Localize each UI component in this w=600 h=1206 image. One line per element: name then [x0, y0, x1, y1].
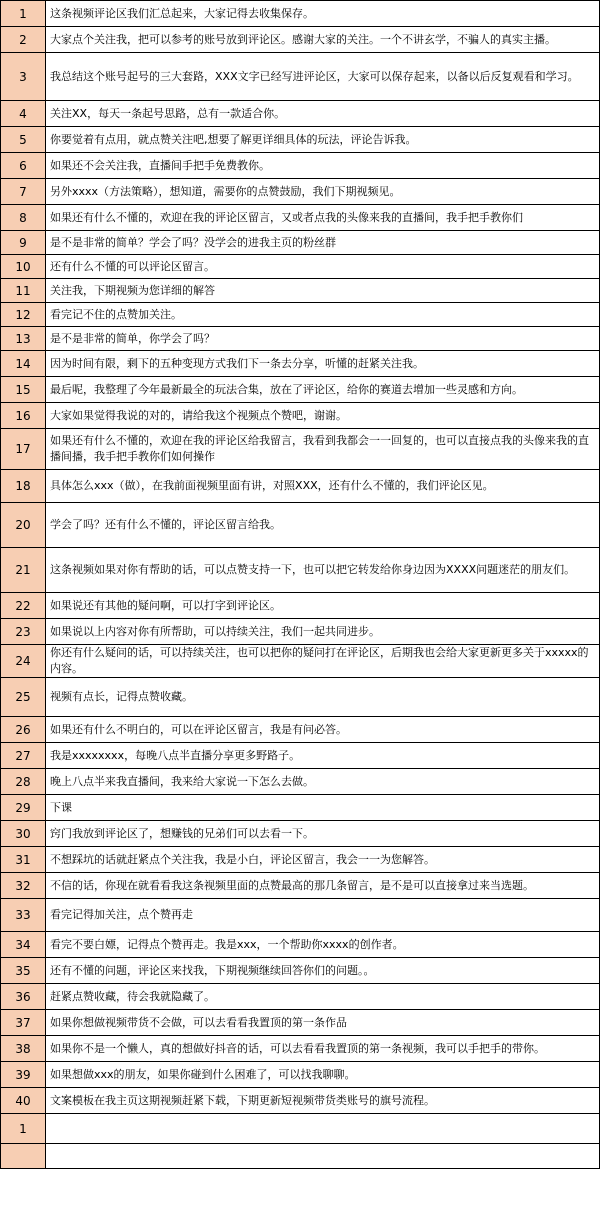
- script-text-cell[interactable]: 不想踩坑的话就赶紧点个关注我，我是小白，评论区留言，我会一一为您解答。: [46, 847, 600, 873]
- table-row: [1, 769, 600, 795]
- table-row: [1, 619, 600, 645]
- script-text-cell[interactable]: 看完不要白嫖，记得点个赞再走。我是xxx，一个帮助你xxxx的创作者。: [46, 932, 600, 958]
- script-text-cell[interactable]: 如果还有什么不懂的，欢迎在我的评论区给我留言，我看到我都会一一回复的，也可以直接点我的头像来我的直播间播，我手把手教你们如何操作: [46, 429, 600, 470]
- row-number[interactable]: 6: [1, 153, 46, 179]
- script-text-cell[interactable]: [46, 1144, 600, 1169]
- table-row: [1, 1062, 600, 1088]
- script-text-cell[interactable]: 下课: [46, 795, 600, 821]
- table-row: [1, 795, 600, 821]
- row-number[interactable]: 20: [1, 503, 46, 548]
- row-number[interactable]: 26: [1, 717, 46, 743]
- row-number[interactable]: 25: [1, 678, 46, 717]
- table-row: [1, 205, 600, 231]
- table-row: [1, 958, 600, 984]
- script-text-cell[interactable]: 因为时间有限，剩下的五种变现方式我们下一条去分享，听懂的赶紧关注我。: [46, 351, 600, 377]
- table-row: [1, 645, 600, 678]
- row-number[interactable]: 1: [1, 1, 46, 27]
- table-row: [1, 403, 600, 429]
- table-row: [1, 899, 600, 932]
- row-number[interactable]: 27: [1, 743, 46, 769]
- script-text-cell[interactable]: 还有什么不懂的可以评论区留言。: [46, 255, 600, 279]
- row-number[interactable]: 29: [1, 795, 46, 821]
- script-text-cell[interactable]: 如果说还有其他的疑问啊，可以打字到评论区。: [46, 593, 600, 619]
- row-number[interactable]: 39: [1, 1062, 46, 1088]
- table-row: [1, 303, 600, 327]
- table-row: [1, 503, 600, 548]
- script-text-cell[interactable]: 还有不懂的问题，评论区来找我，下期视频继续回答你们的问题。。: [46, 958, 600, 984]
- row-number[interactable]: 15: [1, 377, 46, 403]
- table-row: [1, 984, 600, 1010]
- row-number[interactable]: 31: [1, 847, 46, 873]
- script-text-cell[interactable]: 如果还有什么不懂的，欢迎在我的评论区留言，又或者点我的头像来我的直播间，我手把手教你们: [46, 205, 600, 231]
- table-row: [1, 717, 600, 743]
- script-text-cell[interactable]: 你要觉着有点用，就点赞关注吧,想要了解更详细具体的玩法，评论告诉我。: [46, 127, 600, 153]
- row-number[interactable]: 8: [1, 205, 46, 231]
- script-text-cell[interactable]: 晚上八点半来我直播间，我来给大家说一下怎么去做。: [46, 769, 600, 795]
- script-text-cell[interactable]: 大家点个关注我，把可以参考的账号放到评论区。感谢大家的关注。一个不讲玄学，不骗人的真实主播。: [46, 27, 600, 53]
- table-row: [1, 1114, 600, 1144]
- table-row: [1, 743, 600, 769]
- table-row: [1, 593, 600, 619]
- table-row: [1, 127, 600, 153]
- row-number[interactable]: 21: [1, 548, 46, 593]
- table-row: [1, 231, 600, 255]
- row-number[interactable]: 34: [1, 932, 46, 958]
- row-number[interactable]: 33: [1, 899, 46, 932]
- table-row: [1, 429, 600, 470]
- table-row: [1, 179, 600, 205]
- row-number[interactable]: 23: [1, 619, 46, 645]
- script-text-cell[interactable]: 具体怎么xxx（做），在我前面视频里面有讲，对照XXX，还有什么不懂的，我们评论区见。: [46, 470, 600, 503]
- script-text-cell[interactable]: 窍门我放到评论区了，想赚钱的兄弟们可以去看一下。: [46, 821, 600, 847]
- row-number[interactable]: 35: [1, 958, 46, 984]
- row-number[interactable]: 17: [1, 429, 46, 470]
- row-number[interactable]: 13: [1, 327, 46, 351]
- row-number[interactable]: 37: [1, 1010, 46, 1036]
- script-text-cell[interactable]: 如果你不是一个懒人，真的想做好抖音的话，可以去看看我置顶的第一条视频，我可以手把手的带你。: [46, 1036, 600, 1062]
- script-text-cell[interactable]: 我总结这个账号起号的三大套路，XXX文字已经写进评论区，大家可以保存起来，以备以后反复观看和学习。: [46, 53, 600, 101]
- script-text-cell[interactable]: 另外xxxx（方法策略），想知道，需要你的点赞鼓励，我们下期视频见。: [46, 179, 600, 205]
- row-number[interactable]: 1: [1, 1114, 46, 1144]
- row-number[interactable]: 10: [1, 255, 46, 279]
- script-text-cell[interactable]: 关注我，下期视频为您详细的解答: [46, 279, 600, 303]
- script-text-cell[interactable]: 你还有什么疑问的话，可以持续关注，也可以把你的疑问打在评论区，后期我也会给大家更新更多关于xxxxx的内容。: [46, 645, 600, 678]
- script-text-cell[interactable]: 这条视频如果对你有帮助的话，可以点赞支持一下，也可以把它转发给你身边因为XXXX问题迷茫的朋友们。: [46, 548, 600, 593]
- script-text-cell[interactable]: 视频有点长，记得点赞收藏。: [46, 678, 600, 717]
- table-row: [1, 153, 600, 179]
- table-row: [1, 1088, 600, 1114]
- table-row: [1, 932, 600, 958]
- table-row: [1, 821, 600, 847]
- script-text-cell[interactable]: 最后呢，我整理了今年最新最全的玩法合集，放在了评论区，给你的赛道去增加一些灵感和方向。: [46, 377, 600, 403]
- row-number[interactable]: 12: [1, 303, 46, 327]
- table-row: [1, 873, 600, 899]
- table-row: [1, 1, 600, 27]
- script-text-cell[interactable]: 如果你想做视频带货不会做，可以去看看我置顶的第一条作品: [46, 1010, 600, 1036]
- row-number[interactable]: 14: [1, 351, 46, 377]
- script-text-cell[interactable]: 如果还有什么不明白的，可以在评论区留言，我是有问必答。: [46, 717, 600, 743]
- row-number[interactable]: 38: [1, 1036, 46, 1062]
- table-row: [1, 1036, 600, 1062]
- row-number[interactable]: [1, 1144, 46, 1169]
- table-row: [1, 327, 600, 351]
- script-text-cell[interactable]: 这条视频评论区我们汇总起来，大家记得去收集保存。: [46, 1, 600, 27]
- script-text-cell[interactable]: 关注XX，每天一条起号思路，总有一款适合你。: [46, 101, 600, 127]
- table-row: [1, 53, 600, 101]
- script-text-cell[interactable]: 如果还不会关注我，直播间手把手免费教你。: [46, 153, 600, 179]
- script-text-cell[interactable]: 我是xxxxxxxx，每晚八点半直播分享更多野路子。: [46, 743, 600, 769]
- row-number[interactable]: 5: [1, 127, 46, 153]
- table-row: [1, 678, 600, 717]
- row-number[interactable]: 32: [1, 873, 46, 899]
- script-text-cell[interactable]: 是不是非常的简单，你学会了吗？: [46, 327, 600, 351]
- row-number[interactable]: 28: [1, 769, 46, 795]
- table-row: [1, 470, 600, 503]
- row-number[interactable]: 9: [1, 231, 46, 255]
- row-number[interactable]: 18: [1, 470, 46, 503]
- row-number[interactable]: 16: [1, 403, 46, 429]
- row-number[interactable]: 3: [1, 53, 46, 101]
- table-row: [1, 548, 600, 593]
- row-number[interactable]: 11: [1, 279, 46, 303]
- row-number[interactable]: 7: [1, 179, 46, 205]
- table-row: [1, 255, 600, 279]
- table-row: [1, 27, 600, 53]
- script-text-cell[interactable]: 不信的话，你现在就看看我这条视频里面的点赞最高的那几条留言，是不是可以直接拿过来当选题。: [46, 873, 600, 899]
- row-number[interactable]: 4: [1, 101, 46, 127]
- script-text-cell[interactable]: 看完记不住的点赞加关注。: [46, 303, 600, 327]
- row-number[interactable]: 2: [1, 27, 46, 53]
- script-text-cell[interactable]: 如果说以上内容对你有所帮助，可以持续关注，我们一起共同进步。: [46, 619, 600, 645]
- table-row: [1, 847, 600, 873]
- script-text-cell[interactable]: 文案模板在我主页这期视频赶紧下载，下期更新短视频带货类账号的旗号流程。: [46, 1088, 600, 1114]
- table-row: [1, 351, 600, 377]
- script-text-cell[interactable]: 大家如果觉得我说的对的，请给我这个视频点个赞吧，谢谢。: [46, 403, 600, 429]
- table-row: [1, 377, 600, 403]
- row-number[interactable]: 24: [1, 645, 46, 678]
- script-text-cell[interactable]: 是不是非常的简单？学会了吗？没学会的进我主页的粉丝群: [46, 231, 600, 255]
- table-row: [1, 101, 600, 127]
- script-text-cell[interactable]: 看完记得加关注，点个赞再走: [46, 899, 600, 932]
- row-number[interactable]: 36: [1, 984, 46, 1010]
- table-row: [1, 1144, 600, 1169]
- row-number[interactable]: 30: [1, 821, 46, 847]
- row-number[interactable]: 22: [1, 593, 46, 619]
- script-text-cell[interactable]: 如果想做xxx的朋友，如果你碰到什么困难了，可以找我聊聊。: [46, 1062, 600, 1088]
- table-row: [1, 1010, 600, 1036]
- script-text-cell[interactable]: 赶紧点赞收藏，待会我就隐藏了。: [46, 984, 600, 1010]
- script-text-cell[interactable]: 学会了吗？还有什么不懂的，评论区留言给我。: [46, 503, 600, 548]
- table-row: [1, 279, 600, 303]
- row-number[interactable]: 40: [1, 1088, 46, 1114]
- script-text-cell[interactable]: [46, 1114, 600, 1144]
